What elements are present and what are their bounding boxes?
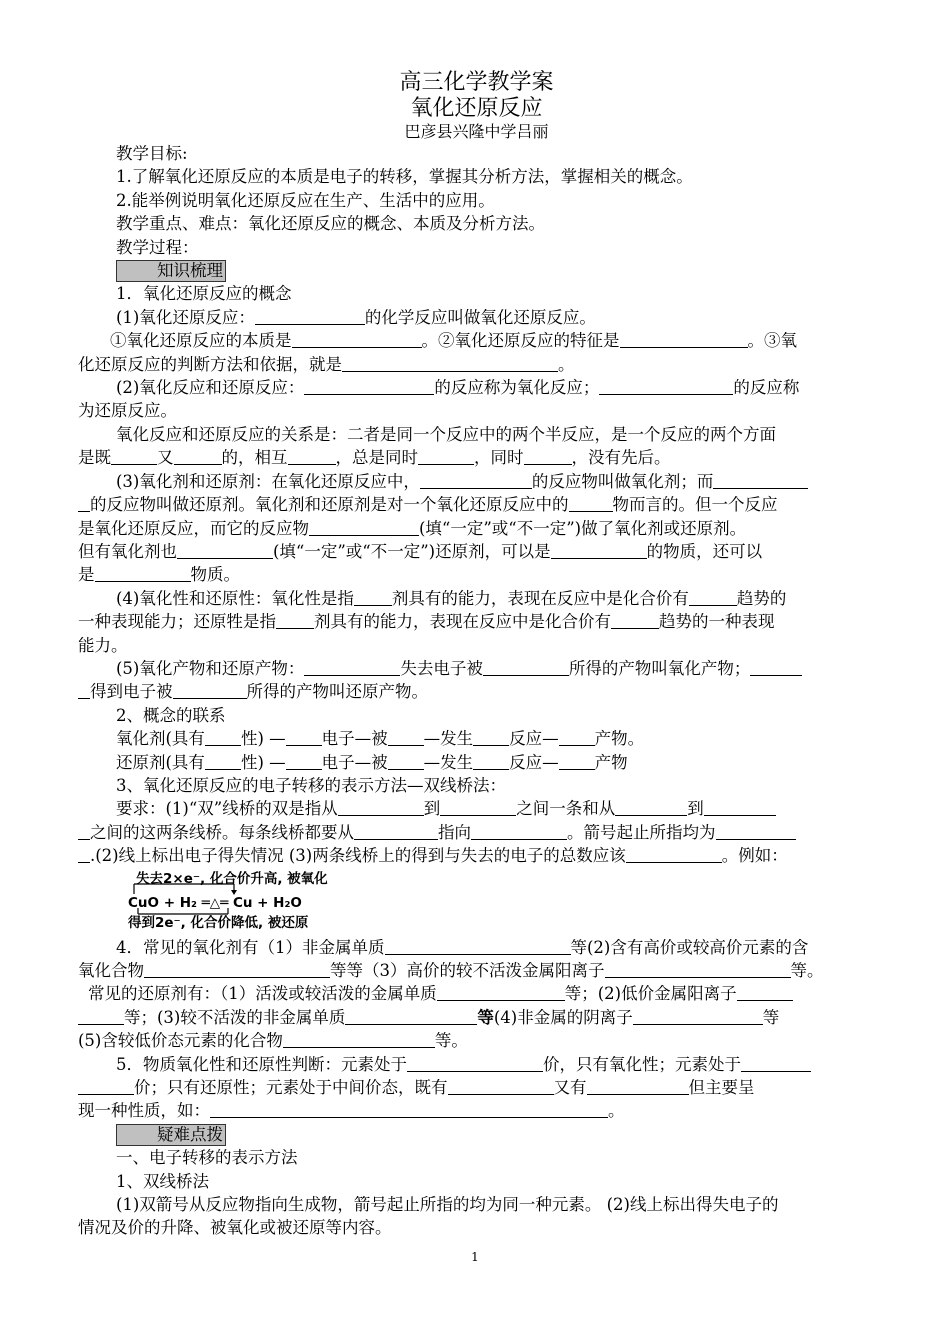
line-26: 等；(3)较不活泼的非金属单质 等(4)非金属的阴离子 等 [78,1006,875,1029]
line-21: 之间的这两条线桥。每条线桥都要从 指向 。箭号起止所指均为 [78,821,875,844]
focus-text: 教学重点、难点：氧化还原反应的概念、本质及分析方法。 [116,214,545,234]
line-5: 为还原反应。 [78,401,177,421]
line-24: 氧化合物 等等（3）高价的较不活泼金属阳离子 等。 [78,961,824,980]
section-knowledge-label: 知识梳理 [116,260,226,282]
goal-2: 2.能举例说明氧化还原反应在生产、生活中的应用。 [116,190,495,210]
heading-concept: 1．氧化还原反应的概念 [116,284,292,304]
bridge-bottom-label: 得到2e⁻, 化合价降低, 被还原 [128,914,309,931]
double-bridge-diagram [128,868,875,936]
line-27: (5)含较低价态元素的化合物 等。 [78,1031,468,1051]
line-18: 氧化剂(具有 性) — 电子—被 —发生 反应— 产物。 [116,729,645,749]
line-22: .(2)线上标出电子得失情况 (3)两条线桥上的得到与失去的电子的总数应该 。例如： [78,844,875,867]
line-16: (5)氧化产物和还原产物： 失去电子被 所得的产物叫氧化产物； [78,657,875,680]
line-25: 常见的还原剂有：（1）活泼或较活泼的金属单质 等；(2)低价金属阳离子 [78,982,875,1005]
doc-author: 巴彦县兴隆中学吕丽 [404,122,549,141]
goal-1: 1.了解氧化还原反应的本质是电子的转移，掌握其分析方法，掌握相关的概念。 [116,167,693,187]
process-label: 教学过程： [116,237,199,257]
doc-subtitle: 氧化还原反应 [410,96,543,121]
line-14: 一种表现能力；还原牲是指 剂具有的能力，表现在反应中是化合价有 趋势的一种表现 [78,612,775,632]
bridge-top-label: 失去2×e⁻, 化合价升高, 被氧化 [136,870,328,887]
line-9: 的反应物叫做还原剂。氧化剂和还原剂是对一个氧化还原反应中的 物而言的。但一个反应 [78,493,875,516]
line-32: 情况及价的升降、被氧化或被还原等内容。 [78,1218,392,1238]
reaction-equation: CuO + H₂ ═△═ Cu + H₂O [128,894,302,911]
line-2: ①氧化还原反应的本质是 。②氧化还原反应的特征是 。③氧 [110,331,797,351]
line-4: (2)氧化反应和还原反应： 的反应称为氧化反应； 的反应称 [116,378,800,398]
line-30: 现一种性质，如： 。 [78,1101,625,1121]
line-28: 5．物质氧化性和还原性判断：元素处于 价，只有氧化性；元素处于 [78,1053,875,1076]
line-23: 4．常见的氧化剂有（1）非金属单质 等(2)含有高价或较高价元素的含 [116,937,809,957]
doc-title: 高三化学教学案 [399,70,554,95]
heading-transfer: 一、电子转移的表示方法 [116,1148,298,1168]
line-8: (3)氧化剂和还原剂：在氧化还原反应中， 的反应物叫做氧化剂；而 [78,470,875,493]
line-12: 是 物质。 [78,565,240,585]
goals-label: 教学目标: [116,144,188,163]
line-31: (1)双箭号从反应物指向生成物，箭号起止所指的均为同一种元素。 (2)线上标出得失电子的 [116,1195,779,1215]
page-number: 1 [471,1250,479,1264]
line-1: (1)氧化还原反应： 的化学反应叫做氧化还原反应。 [116,307,596,327]
line-19: 还原剂(具有 性) — 电子—被 —发生 反应— 产物 [116,752,628,772]
heading-double-bridge: 1、双线桥法 [116,1171,209,1191]
line-7: 是既 又 的，相互 ，总是同时 ，同时 ，没有先后。 [78,448,671,468]
heading-relation: 2、概念的联系 [116,705,226,725]
line-13: (4)氧化性和还原性：氧化性是指 剂具有的能力，表现在反应中是化合价有 趋势的 [116,588,787,608]
line-11: 但有氧化剂也 (填“一定”或“不一定”)还原剂，可以是 的物质，还可以 [78,541,763,561]
line-15: 能力。 [78,635,128,655]
document-page [78,70,875,1240]
line-6: 氧化反应和还原反应的关系是：二者是同一个反应中的两个半反应，是一个反应的两个方面 [116,424,776,444]
line-3: 化还原反应的判断方法和依据，就是 。 [78,354,575,374]
line-17: 得到电子被 所得的产物叫还原产物。 [78,680,875,703]
line-10: 是氧化还原反应，而它的反应物 (填“一定”或“不一定”)做了氧化剂或还原剂。 [78,518,747,538]
section-difficulty-label: 疑难点拨 [116,1124,226,1146]
line-20: 要求：(1)“双”线桥的双是指从 到 之间一条和从 到 [78,797,875,820]
heading-bridge: 3、氧化还原反应的电子转移的表示方法—双线桥法： [116,775,506,795]
line-29: 价；只有还原性；元素处于中间价态，既有 又有 但主要呈 [78,1076,875,1099]
